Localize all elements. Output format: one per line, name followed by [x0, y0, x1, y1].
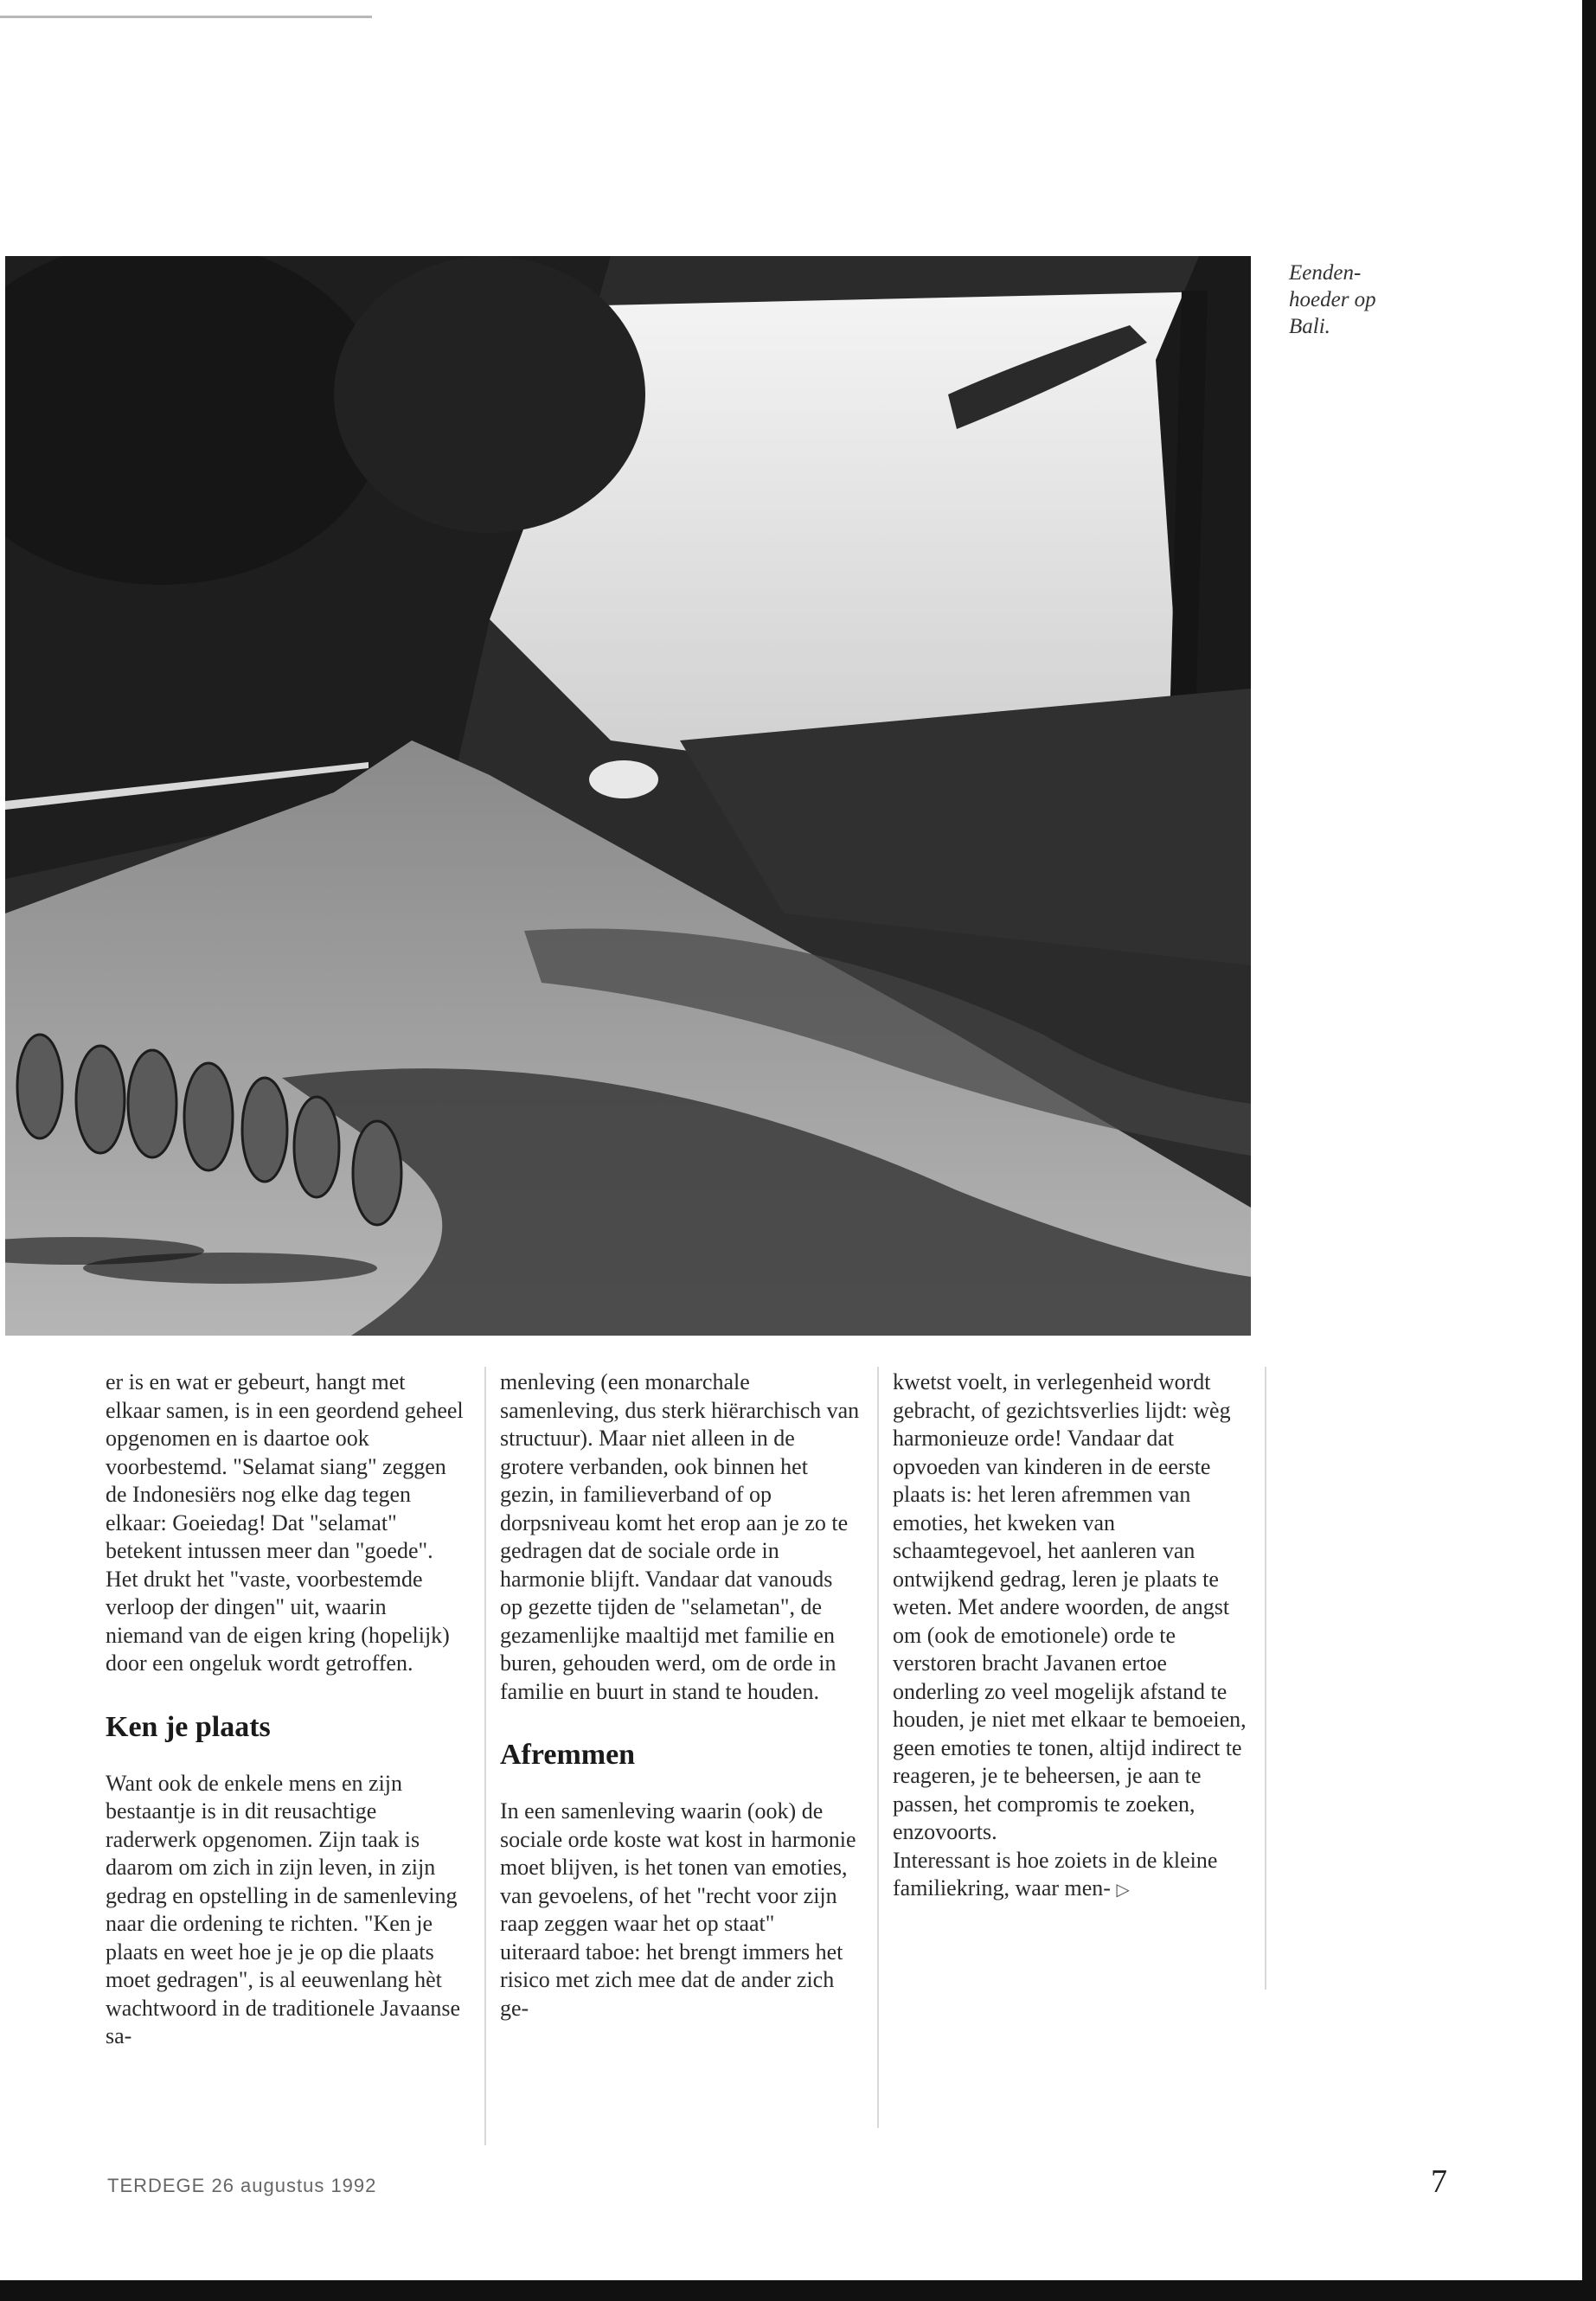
paragraph-continues	[893, 1847, 1247, 1905]
caption-line-2: hoeder op	[1289, 288, 1376, 311]
section-heading: Afremmen	[500, 1739, 636, 1771]
section-heading: Ken je plaats	[106, 1710, 271, 1743]
caption-line-1: Eenden-	[1289, 261, 1362, 285]
article-column-2	[500, 1368, 860, 2022]
top-rule	[0, 16, 372, 18]
paragraph: In een samenleving waarin (ook) de sociale orde koste wat kost in harmonie moet blijven, is het tonen van emoties, van gevoelens, of het "recht voor zijn raap zeggen waar het op staat" uiteraard taboe: het brengt immers het risico met zich mee dat de ander zich ge-	[500, 1798, 856, 2021]
page-edge-bar	[1582, 0, 1596, 2301]
page-number: 7	[1431, 2163, 1447, 2200]
continue-arrow-icon: ▷	[1116, 1881, 1130, 1900]
paragraph: kwetst voelt, in verlegenheid wordt gebracht, of gezichtsverlies lijdt: wèg harmonieuze orde! Vandaar dat opvoeden van kinderen in de eerste plaats is: het leren afremmen van emoties, het kweken van schaamtegevoel, het aanleren van ontwijkend gedrag, leren je plaats te weten. Met andere woorden, de angst om (ook de emotionele) orde te verstoren bracht Javanen ertoe onderling zo veel mogelijk afstand te houden, je niet met elkaar te bemoeien, geen emoties te tonen, altijd indirect te reageren, je te beheersen, je aan te passen, het compromis te zoeken, enzovoorts.	[893, 1369, 1247, 1844]
ducks-on-road-photo	[5, 256, 1251, 1336]
article-photo	[5, 256, 1251, 1336]
caption-line-3: Bali.	[1289, 315, 1330, 338]
column-divider	[484, 1367, 486, 2145]
column-divider	[1265, 1367, 1266, 1990]
photo-caption	[1289, 260, 1427, 340]
publication-footer: TERDEGE 26 augustus 1992	[107, 2175, 377, 2196]
column-divider	[877, 1367, 879, 2128]
paragraph: er is en wat er gebeurt, hangt met elkaar samen, is in een geordend geheel opgenomen en is daartoe ook voorbestemd. "Selamat siang" zeggen de Indonesiërs nog elke dag tegen elkaar: Goeiedag! Dat "selamat" betekent intussen meer dan "goede". Het drukt het "vaste, voorbestemde verloop der dingen" uit, waarin niemand van de eigen kring (hopelijk) door een ongeluk wordt getroffen.	[106, 1369, 464, 1676]
paragraph: Want ook de enkele mens en zijn bestaantje is in dit reusachtige raderwerk opgenomen. Zijn taak is daarom om zich in zijn leven, in zijn gedrag en opstelling in de samenleving naar die ordening te richten. "Ken je plaats en weet hoe je je op die plaats moet gedragen", is al eeuwenlang hèt wachtwoord in de traditionele Javaanse sa-	[106, 1770, 461, 2048]
page-bottom-bar	[0, 2280, 1596, 2301]
paragraph-end-text: Interessant is hoe zoiets in de kleine familiekring, waar men-	[893, 1847, 1218, 1900]
article-column-1	[106, 1368, 465, 2051]
article-column-3	[893, 1368, 1247, 1905]
paragraph: menleving (een monarchale samenleving, dus sterk hiërarchisch van structuur). Maar niet alleen in de grotere verbanden, ook binnen het gezin, in familieverband of op dorpsniveau komt het erop aan je zo te gedragen dat de sociale orde in harmonie blijft. Vandaar dat vanouds op gezette tijden de "selametan", de gezamenlijke maaltijd met familie en buren, gehouden werd, om de orde in familie en buurt in stand te houden.	[500, 1369, 860, 1704]
